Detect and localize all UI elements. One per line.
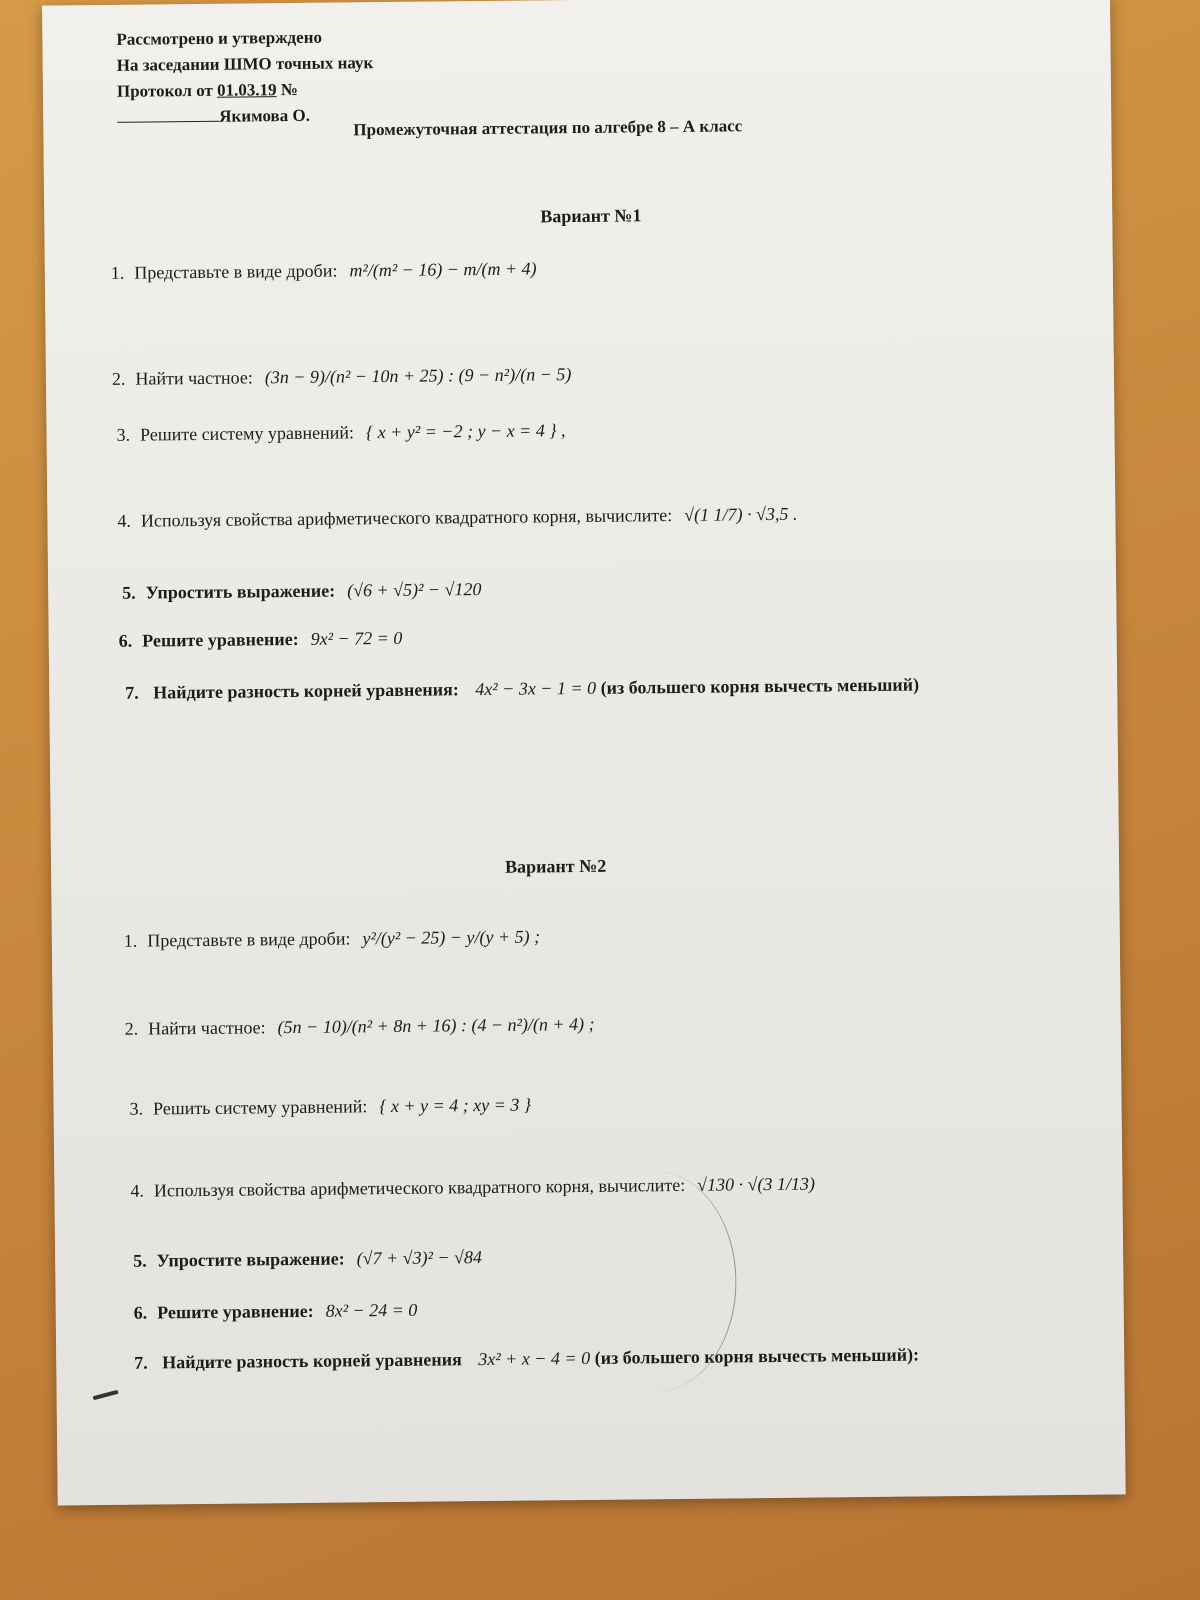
v2-task-7 — [134, 1342, 954, 1375]
task-label: Найти частное: — [148, 1017, 266, 1039]
v2-task-6 — [134, 1300, 418, 1324]
exam-sheet — [42, 0, 1126, 1506]
task-number: 5. — [133, 1250, 147, 1271]
task-label: Найдите разность корней уравнения — [162, 1349, 462, 1373]
task-label: Представьте в виде дроби: — [147, 928, 351, 951]
v2-task-3 — [129, 1095, 531, 1120]
v1-task-5 — [122, 579, 482, 604]
v2-task-2 — [125, 1014, 595, 1040]
task-expression: (√6 + √5)² − √120 — [347, 579, 482, 601]
task-expression: y²/(y² − 25) − y/(y + 5) ; — [362, 926, 541, 949]
protocol-prefix: Протокол от — [116, 80, 218, 101]
v1-task-3 — [116, 420, 565, 446]
variant-2-heading: Вариант №2 — [504, 855, 607, 877]
task-expression: √(1 1/7) · √3,5 . — [684, 503, 798, 525]
task-number: 5. — [122, 582, 136, 603]
task-label: Найти частное: — [135, 367, 253, 389]
protocol-suffix: № — [276, 79, 298, 100]
v1-task-1 — [111, 258, 537, 283]
task-expression: m²/(m² − 16) − m/(m + 4) — [349, 258, 537, 281]
document-title: Промежуточная аттестация по алгебре 8 – А класс — [353, 116, 743, 140]
task-number: 3. — [129, 1098, 144, 1119]
task-number: 1. — [110, 262, 125, 283]
header-line-2: На заседании ШМО точных наук — [116, 53, 374, 75]
signer-name: Якимова О. — [219, 105, 310, 126]
task-number: 4. — [117, 510, 132, 531]
v1-task-4 — [117, 504, 797, 532]
task-label: Представьте в виде дроби: — [134, 260, 338, 283]
task-label: Решить систему уравнений: — [152, 1096, 368, 1119]
task-label: Используя свойства арифметического квадратного корня, вычислите: — [153, 1174, 686, 1201]
task-number: 2. — [111, 368, 126, 389]
v2-task-5 — [133, 1247, 482, 1272]
task-label: Упростить выражение: — [145, 580, 336, 603]
task-label: Используя свойства арифметического квадратного корня, вычислите: — [140, 505, 673, 531]
signature-blank — [117, 107, 219, 123]
header-line-3 — [117, 76, 374, 105]
task-suffix: (из большего корня вычесть меньший): — [594, 1344, 920, 1368]
v1-task-6 — [119, 628, 403, 652]
task-number: 7. — [134, 1352, 148, 1373]
v2-task-4 — [130, 1174, 815, 1202]
task-number: 7. — [125, 682, 139, 703]
task-label: Упростите выражение: — [156, 1248, 345, 1271]
task-number: 6. — [133, 1302, 148, 1323]
task-label: Решите уравнение: — [142, 628, 299, 651]
task-expression: (√7 + √3)² − √84 — [356, 1247, 483, 1269]
task-label: Найдите разность корней уравнения: — [153, 679, 459, 703]
task-number: 4. — [130, 1180, 145, 1201]
task-expression: 4x² − 3x − 1 = 0 — [475, 677, 597, 700]
task-expression: 8x² − 24 = 0 — [325, 1299, 418, 1321]
task-expression: { x + y² = −2 ; y − x = 4 } , — [365, 420, 566, 443]
v1-task-2 — [112, 364, 572, 390]
task-suffix: (из большего корня вычесть меньший) — [600, 674, 920, 698]
task-number: 2. — [124, 1018, 139, 1039]
task-number: 6. — [118, 630, 133, 651]
approval-header — [116, 24, 374, 131]
variant-1-heading: Вариант №1 — [540, 205, 642, 227]
v1-task-7 — [125, 672, 945, 705]
pencil-mark — [92, 1390, 118, 1400]
task-expression: √130 · √(3 1/13) — [697, 1173, 816, 1195]
task-expression: (5n − 10)/(n² + 8n + 16) : (4 − n²)/(n + 4) ; — [277, 1013, 595, 1038]
task-expression: { x + y = 4 ; xy = 3 } — [379, 1094, 532, 1117]
task-expression: 9x² − 72 = 0 — [310, 627, 403, 649]
v2-task-1 — [124, 926, 540, 951]
task-number: 1. — [123, 930, 138, 951]
task-number: 3. — [116, 424, 131, 445]
header-line-1: Рассмотрено и утверждено — [116, 27, 323, 49]
task-label: Решите систему уравнений: — [139, 422, 355, 445]
header-line-4 — [117, 102, 374, 131]
pencil-arc-mark — [574, 1170, 737, 1392]
task-expression: (3n − 9)/(n² − 10n + 25) : (9 − n²)/(n − 5) — [264, 364, 572, 388]
task-expression: 3x² + x − 4 = 0 — [478, 1347, 591, 1370]
task-label: Решите уравнение: — [157, 1300, 314, 1323]
protocol-date: 01.03.19 — [216, 80, 277, 100]
